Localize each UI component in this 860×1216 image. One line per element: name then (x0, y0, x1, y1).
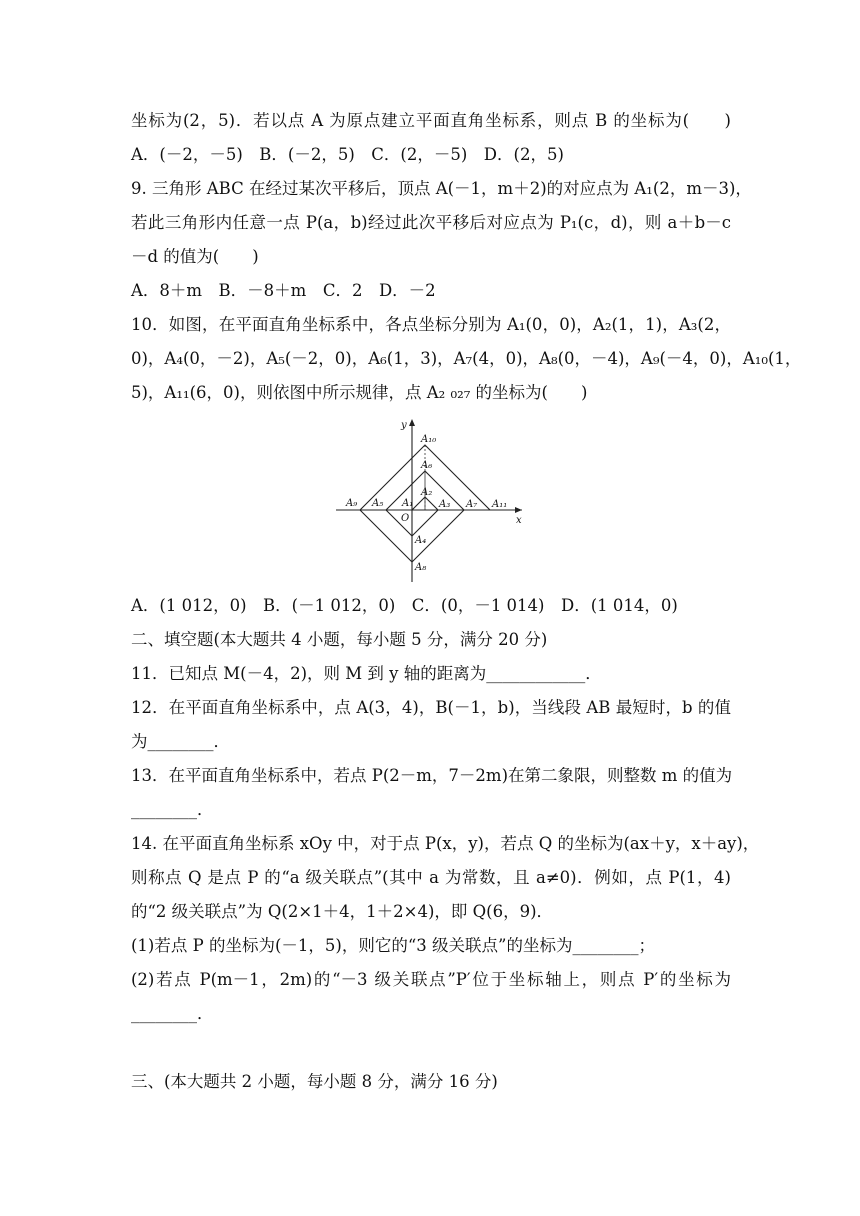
label-a2: A₂ (421, 487, 433, 498)
q10-options: A．(1 012，0) B．(－1 012，0) C．(0，－1 014) D．(1 014，0) (131, 596, 678, 615)
label-a7: A₇ (466, 499, 478, 510)
q9-stem-line2: 若此三角形内任意一点 P(a，b)经过此次平移后对应点为 P₁(c，d)，则 a＋b－c (131, 213, 731, 232)
q11-stem: 11．已知点 M(－4，2)，则 M 到 y 轴的距离为____________． (131, 664, 602, 683)
y-axis-label: y (401, 420, 407, 431)
label-a11: A₁₁ (492, 499, 508, 510)
q10-stem-line3: 5)，A₁₁(6，0)，则依图中所示规律，点 A₂ ₀₂₇ 的坐标为( ) (131, 383, 588, 402)
q14-part2-line1: (2)若点 P(m－1，2m)的“－3 级关联点”P′位于坐标轴上，则点 P′的坐标为 (131, 970, 731, 989)
q13-stem-line1: 13．在平面直角坐标系中，若点 P(2－m，7－2m)在第二象限，则整数 m 的值为 (131, 766, 733, 785)
label-a5: A₅ (372, 498, 384, 509)
label-a3: A₃ (439, 499, 451, 510)
q9-stem-line1: 9. 三角形 ABC 在经过某次平移后，顶点 A(－1，m＋2)的对应点为 A₁(2，m－3)， (131, 179, 752, 198)
label-a6: A₆ (421, 460, 433, 471)
q10-stem-line1: 10．如图，在平面直角坐标系中，各点坐标分别为 A₁(0，0)，A₂(1，1)，A₃(2， (131, 315, 731, 334)
q14-stem-line1: 14. 在平面直角坐标系 xOy 中，对于点 P(x，y)，若点 Q 的坐标为(ax＋y，x＋ay)， (131, 834, 760, 853)
label-a8: A₈ (415, 562, 427, 573)
q10-coordinate-figure (330, 416, 530, 582)
q12-stem-line2: 为________． (131, 732, 230, 751)
q9-options: A．8＋m B．－8＋m C．2 D．－2 (131, 281, 436, 300)
q14-stem-line3: 的“2 级关联点”为 Q(2×1＋4，1＋2×4)，即 Q(6，9)． (131, 902, 554, 921)
y-axis-arrow (409, 419, 415, 426)
section-3-heading: 三、(本大题共 2 小题，每小题 8 分，满分 16 分) (131, 1072, 498, 1091)
q14-part2-line2: ________． (131, 1004, 214, 1023)
section-2-heading: 二、填空题(本大题共 4 小题，每小题 5 分，满分 20 分) (131, 630, 548, 649)
x-axis-arrow (515, 507, 522, 513)
q14-part1: (1)若点 P 的坐标为(－1，5)，则它的“3 级关联点”的坐标为________； (131, 936, 655, 955)
q8-options: A．(－2，－5) B．(－2，5) C．(2，－5) D．(2，5) (131, 145, 564, 164)
label-a1: A₁ (402, 498, 414, 509)
q14-stem-line2: 则称点 Q 是点 P 的“a 级关联点”(其中 a 为常数，且 a≠0)．例如，点 P(1，4) (131, 868, 731, 887)
x-axis-label: x (516, 515, 522, 526)
q12-stem-line1: 12．在平面直角坐标系中，点 A(3，4)，B(－1，b)，当线段 AB 最短时，b 的值 (131, 698, 731, 717)
label-a9: A₉ (346, 498, 358, 509)
origin-label: O (401, 513, 410, 524)
label-a10: A₁₀ (421, 434, 437, 445)
q13-stem-line2: ________． (131, 800, 214, 819)
q8-stem-continuation: 坐标为(2，5)．若以点 A 为原点建立平面直角坐标系，则点 B 的坐标为( ) (131, 111, 731, 130)
q9-stem-line3: －d 的值为( ) (131, 247, 259, 266)
label-a4: A₄ (415, 535, 427, 546)
q10-stem-line2: 0)，A₄(0，－2)，A₅(－2，0)，A₆(1，3)，A₇(4，0)，A₈(0，－4)，A₉(－4，0)，A₁₀(1， (131, 349, 802, 368)
